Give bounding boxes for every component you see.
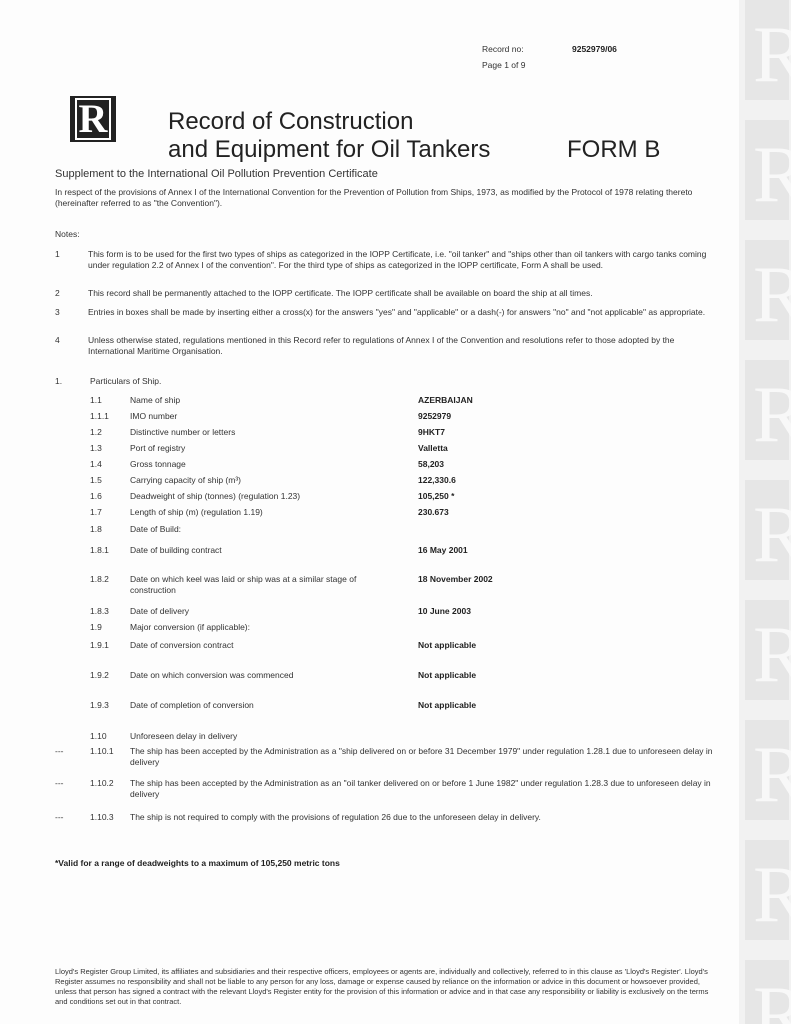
- row-number: 1.9.1: [90, 640, 109, 650]
- delay-text: The ship has been accepted by the Administration as an "oil tanker delivered on or before 1 June 1982" under regulation 1.28.3 due to unforeseen delay in delivery: [130, 778, 711, 799]
- note-number: 3: [55, 307, 60, 317]
- row-label: Major conversion (if applicable):: [130, 622, 250, 632]
- delay-mark: ---: [55, 746, 64, 756]
- row-label: Deadweight of ship (tonnes) (regulation 1.23): [130, 491, 301, 501]
- row-number: 1.1: [90, 395, 102, 405]
- row-label: Date of completion of conversion: [130, 700, 254, 710]
- supplement-heading: Supplement to the International Oil Pollution Prevention Certificate: [55, 168, 378, 180]
- row-value: Not applicable: [418, 640, 477, 650]
- note-text: This form is to be used for the first two types of ships as categorized in the IOPP Certificate, i.e. "oil tanker" and "ships other than oil tankers with cargo tanks coming under regulation 2.2 of Annex I of the convention". For the third type of ships as categorized in the IOPP certificate, Form A shall be used.: [88, 249, 707, 270]
- row-number: 1.6: [90, 491, 102, 501]
- delay-number: 1.10.3: [90, 812, 114, 822]
- row-value: AZERBAIJAN: [418, 395, 473, 405]
- form-label: FORM B: [567, 136, 661, 163]
- lr-logo: R: [70, 96, 116, 142]
- row-number: 1.8.3: [90, 606, 109, 616]
- row-number: 1.2: [90, 427, 102, 437]
- delay-number: 1.10.2: [90, 778, 114, 788]
- row-label: Distinctive number or letters: [130, 427, 236, 437]
- row-label: Date of building contract: [130, 545, 222, 555]
- row-value: 230.673: [418, 507, 449, 517]
- footnote: *Valid for a range of deadweights to a maximum of 105,250 metric tons: [55, 858, 340, 868]
- row-value: 18 November 2002: [418, 574, 493, 584]
- disclaimer: Lloyd's Register Group Limited, its affiliates and subsidiaries and their respective officers, employees or agents are, individually and collectively, referred to in this clause as 'Lloyd's Register'. Lloyd's Register assumes no responsibility and shall not be liable to any person for any loss, damage or expense caused by reliance on the information or advice in this document or howsoever provided, unless that person has signed a contract with the relevant Lloyd's Register entity for the provision of this information or advice and in that case any responsibility or liability is exclusively on the terms and conditions set out in that contract.: [55, 967, 709, 1006]
- row-value: 9252979: [418, 411, 452, 421]
- row-label: Unforeseen delay in delivery: [130, 731, 238, 741]
- row-label: Length of ship (m) (regulation 1.19): [130, 507, 263, 517]
- delay-mark: ---: [55, 812, 64, 822]
- row-value: Valletta: [418, 443, 448, 453]
- row-label: Date on which keel was laid or ship was at a similar stage of construction: [130, 574, 357, 595]
- row-number: 1.7: [90, 507, 102, 517]
- note-number: 4: [55, 335, 60, 345]
- delay-mark: ---: [55, 778, 64, 788]
- record-label: Record no:: [482, 44, 524, 54]
- note-text: Entries in boxes shall be made by inserting either a cross(x) for the answers "yes" and "applicable" or a dash(-) for answers "no" and "not applicable" as appropriate.: [88, 307, 706, 317]
- row-value: Not applicable: [418, 700, 477, 710]
- page-number: Page 1 of 9: [482, 60, 526, 70]
- note-number: 2: [55, 288, 60, 298]
- row-value: Not applicable: [418, 670, 477, 680]
- row-label: IMO number: [130, 411, 178, 421]
- row-number: 1.1.1: [90, 411, 109, 421]
- row-number: 1.8.2: [90, 574, 109, 584]
- row-number: 1.9.2: [90, 670, 109, 680]
- row-number: 1.4: [90, 459, 102, 469]
- section-title: Particulars of Ship.: [90, 376, 162, 386]
- delay-text: The ship is not required to comply with the provisions of regulation 26 due to the unforeseen delay in delivery.: [130, 812, 541, 822]
- row-number: 1.8.1: [90, 545, 109, 555]
- note-text: This record shall be permanently attached to the IOPP certificate. The IOPP certificate shall be available on board the ship at all times.: [88, 288, 593, 298]
- record-number: 9252979/06: [572, 44, 617, 54]
- row-number: 1.3: [90, 443, 102, 453]
- row-label: Gross tonnage: [130, 459, 186, 469]
- delay-number: 1.10.1: [90, 746, 114, 756]
- watermark-strip: [739, 0, 791, 1024]
- row-number: 1.8: [90, 524, 102, 534]
- row-label: Port of registry: [130, 443, 186, 453]
- delay-text: The ship has been accepted by the Administration as a "ship delivered on or before 31 December 1979" under regulation 1.28.1 due to unforeseen delay in delivery: [130, 746, 713, 767]
- row-label: Carrying capacity of ship (m³): [130, 475, 242, 485]
- row-value: 10 June 2003: [418, 606, 471, 616]
- row-number: 1.9: [90, 622, 102, 632]
- row-value: 9HKT7: [418, 427, 445, 437]
- row-value: 122,330.6: [418, 475, 456, 485]
- row-label: Date of Build:: [130, 524, 182, 534]
- note-text: Unless otherwise stated, regulations mentioned in this Record refer to regulations of Annex I of the Convention and resolutions refer to those adopted by the International Maritime Organisation.: [88, 335, 675, 356]
- row-label: Date of delivery: [130, 606, 190, 616]
- row-number: 1.10: [90, 731, 107, 741]
- row-number: 1.9.3: [90, 700, 109, 710]
- intro-text: In respect of the provisions of Annex I of the International Convention for the Prevention of Pollution from Ships, 1973, as modified by the Protocol of 1978 relating thereto (hereinafter referred to as "the Convention").: [55, 187, 693, 208]
- title-line-2: and Equipment for Oil Tankers: [168, 136, 491, 163]
- row-value: 105,250 *: [418, 491, 455, 501]
- row-label: Date on which conversion was commenced: [130, 670, 294, 680]
- notes-label: Notes:: [55, 229, 80, 239]
- note-number: 1: [55, 249, 60, 259]
- row-label: Date of conversion contract: [130, 640, 234, 650]
- section-number: 1.: [55, 376, 63, 386]
- row-number: 1.5: [90, 475, 102, 485]
- row-value: 58,203: [418, 459, 444, 469]
- row-label: Name of ship: [130, 395, 181, 405]
- row-value: 16 May 2001: [418, 545, 468, 555]
- title-line-1: Record of Construction: [168, 108, 414, 135]
